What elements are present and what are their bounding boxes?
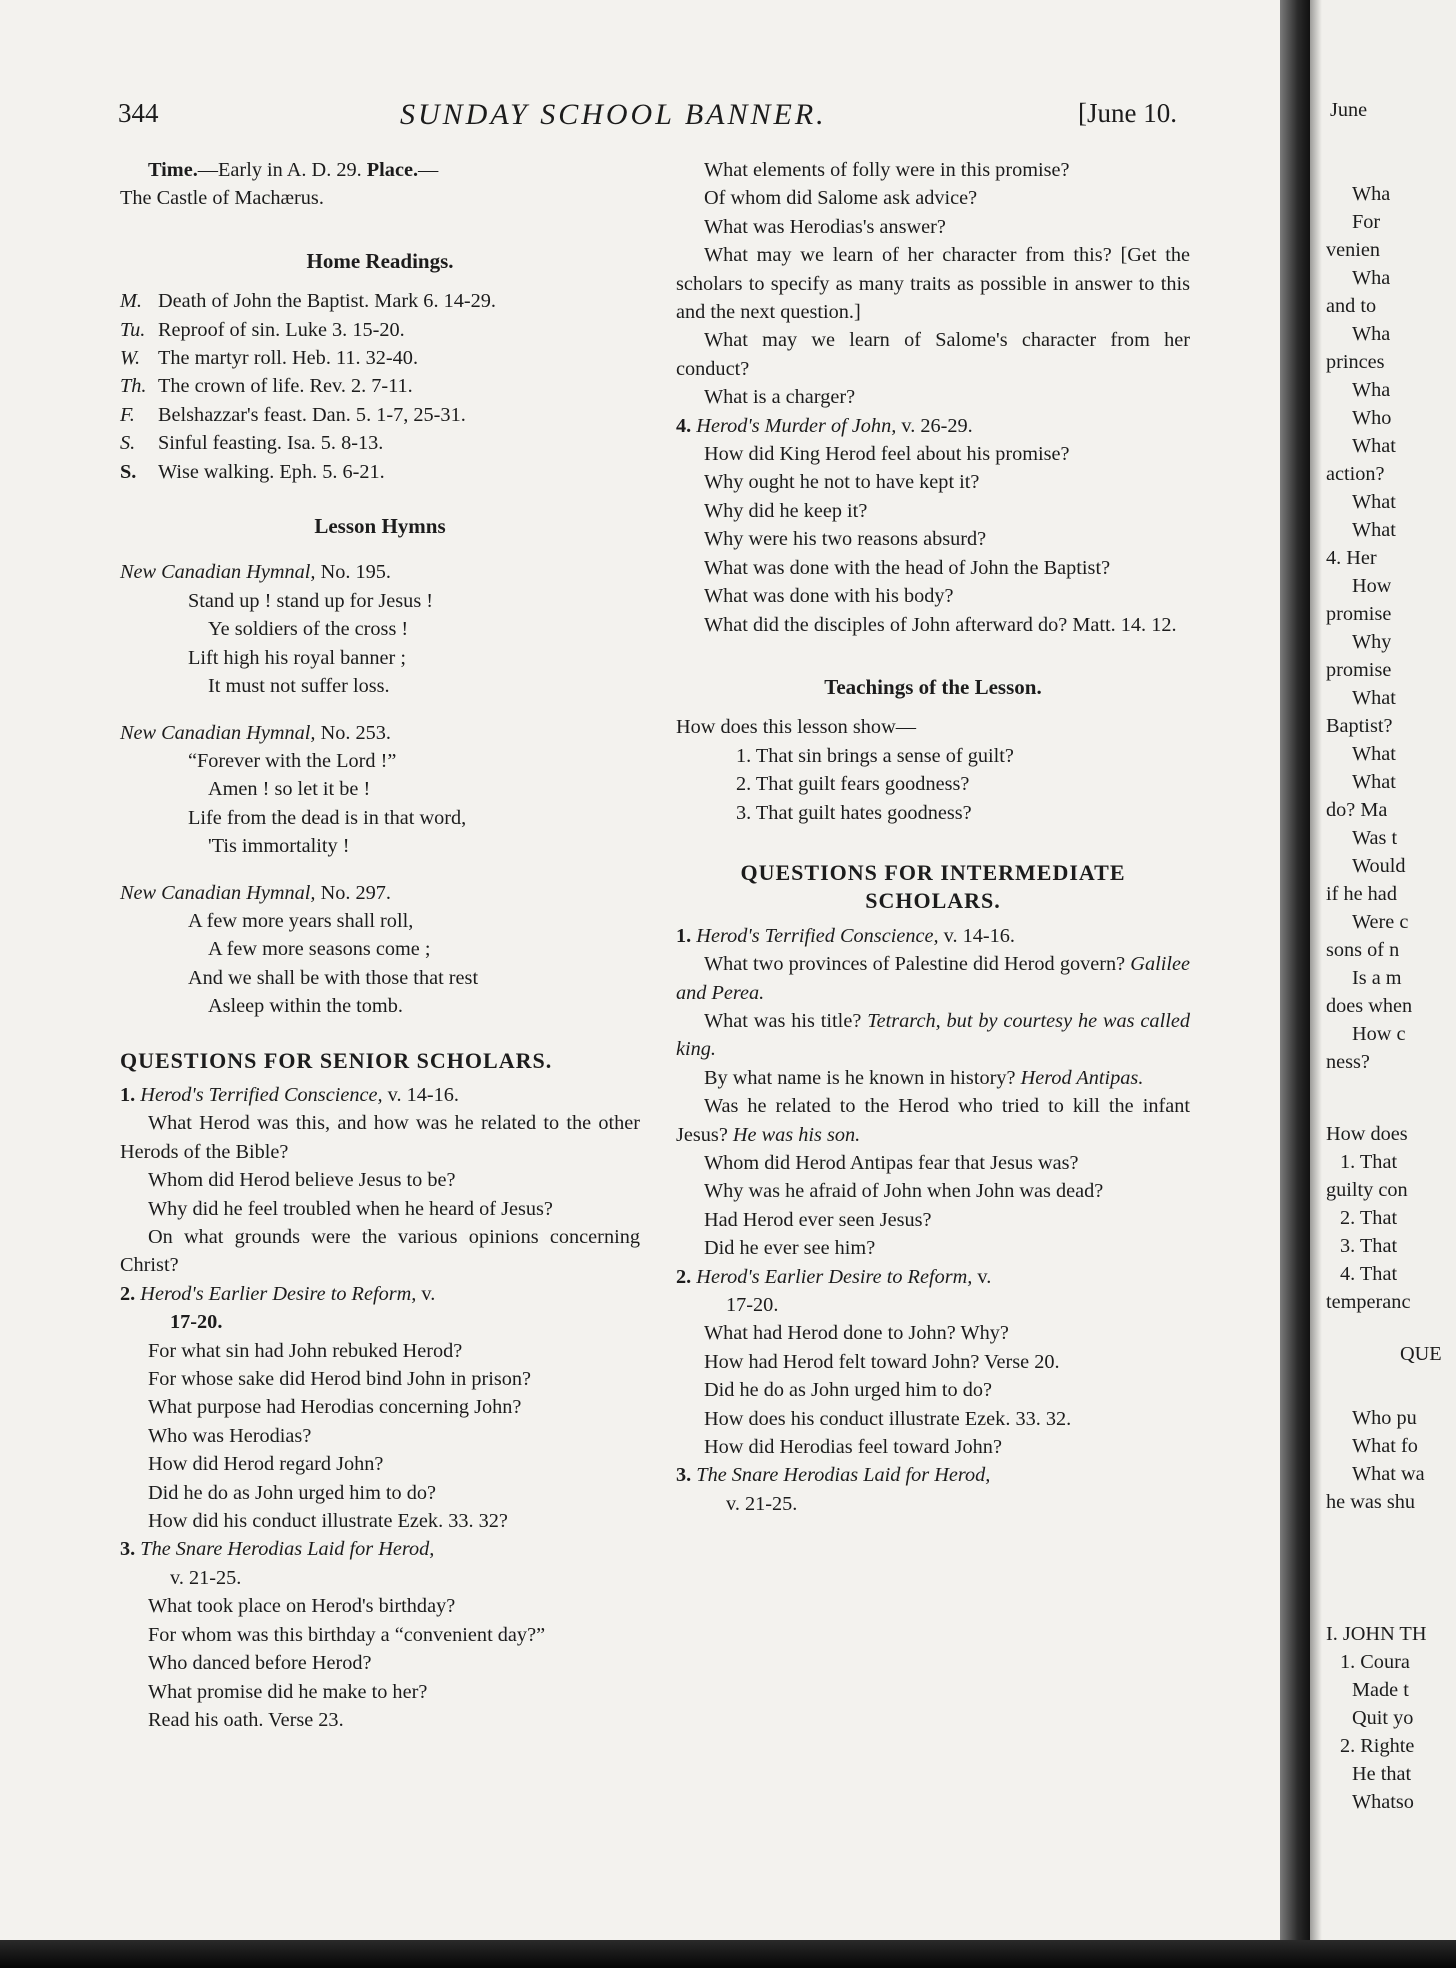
facing-page-fragment: Wha [1352,323,1391,345]
question: How did Herodias feel toward John? [704,1436,1002,1459]
hymn-line: Lift high his royal banner ; [188,646,406,669]
hymn-block [120,719,640,861]
question: What had Herod done to John? Why? [704,1322,1009,1345]
facing-page-fragment: Would [1352,855,1406,877]
intermediate-q-provinces: What two provinces of Palestine did Herod govern? Galilee and Perea. [676,953,1190,1004]
reading-row [120,316,640,344]
hymn-line: 'Tis immortality ! [208,835,350,858]
question: What was done with the head of John the Baptist? [704,556,1111,579]
hymn-line: Amen ! so let it be ! [208,778,371,801]
question: What purpose had Herodias concerning John? [148,1396,522,1419]
question: What may we learn of her character from this? [Get the scholars to specify as many traits as possible in answer to this and the next question.] [676,244,1190,324]
facing-page-fragment: 2. That [1340,1207,1398,1229]
facing-page-fragment: For [1352,211,1381,233]
question: Why did he feel troubled when he heard of Jesus? [148,1197,553,1220]
intermediate-section-2-heading: 2. Herod's Earlier Desire to Reform, v. [676,1265,992,1288]
home-readings-heading: Home Readings. [306,248,454,273]
senior-questions-heading: QUESTIONS FOR SENIOR SCHOLARS. [120,1047,553,1073]
hymn-line: A few more years shall roll, [188,909,414,932]
senior-section-2-heading: 2. Herod's Earlier Desire to Reform, v. [120,1282,436,1305]
question: Whom did Herod believe Jesus to be? [148,1169,456,1192]
question: What promise did he make to her? [148,1680,428,1703]
question: How did Herod regard John? [148,1453,384,1476]
facing-page-fragment: How c [1352,1023,1406,1045]
hymn-reference [120,719,640,747]
reading-row [120,429,640,457]
page-number: 344 [118,98,159,128]
teaching-item: 3. That guilt hates goodness? [736,801,972,824]
hymn-line: Ye soldiers of the cross ! [208,618,409,641]
reading-text: Wise walking. Eph. 5. 6-21. [158,460,385,483]
facing-page-fragment: and to [1326,295,1377,317]
facing-page-fragment: sons of n [1326,939,1400,961]
question: Read his oath. Verse 23. [148,1708,344,1731]
question: What took place on Herod's birthday? [148,1595,456,1618]
hymn-number: No. 253. [320,721,391,744]
senior-section-1-questions [120,1109,640,1279]
reading-text: Death of John the Baptist. Mark 6. 14-29. [158,290,496,313]
place-line: The Castle of Machærus. [120,187,324,210]
senior-section-3-heading: 3. The Snare Herodias Laid for Herod, [120,1538,435,1561]
teachings-intro: How does this lesson show— [676,716,916,739]
reading-row [120,372,640,400]
facing-page-fragment: What [1352,687,1396,709]
home-readings-list [120,287,640,486]
reading-text: The crown of life. Rev. 2. 7-11. [158,375,413,398]
facing-page-fragment: 4. That [1340,1263,1398,1285]
hymn-reference [120,879,640,907]
facing-page-fragment: temperanc [1326,1291,1411,1313]
hymn-reference [120,558,640,586]
facing-page-shadow [1310,0,1322,1968]
hymn-line: Stand up ! stand up for Jesus ! [188,589,434,612]
question: Did he do as John urged him to do? [704,1379,993,1402]
facing-page-fragment: Who [1352,407,1392,429]
facing-page-fragment: What [1352,771,1396,793]
question: What is a charger? [704,386,856,409]
hymn-block [120,558,640,700]
facing-page-fragment: Who pu [1352,1407,1417,1429]
intermediate-section-3-heading: 3. The Snare Herodias Laid for Herod, [676,1464,991,1487]
lesson-hymns-heading: Lesson Hymns [314,514,446,539]
facing-page-fragment: I. JOHN TH [1326,1623,1427,1645]
book-gutter [1280,0,1310,1968]
senior-section-2-questions [120,1337,640,1536]
reading-text: Belshazzar's feast. Dan. 5. 1-7, 25-31. [158,403,466,426]
question: How did King Herod feel about his promise? [704,443,1070,466]
facing-page-fragment: does when [1326,995,1413,1017]
teachings-heading: Teachings of the Lesson. [824,674,1042,699]
question: On what grounds were the various opinions concerning Christ? [120,1226,640,1277]
facing-page-fragment: action? [1326,463,1385,485]
question: Who was Herodias? [148,1424,312,1447]
reading-day: S. [120,432,136,455]
facing-page-fragment: What [1352,743,1396,765]
question: Why was he afraid of John when John was dead? [704,1180,1104,1203]
facing-page-fragment: Was t [1352,827,1398,849]
question: Did he ever see him? [704,1237,876,1260]
teaching-item: 1. That sin brings a sense of guilt? [736,744,1014,767]
senior-section-3-ref: v. 21-25. [170,1566,242,1589]
reading-text: Reproof of sin. Luke 3. 15-20. [158,318,405,341]
question: Whom did Herod Antipas fear that Jesus was? [704,1152,1079,1174]
facing-page-fragment: promise [1326,659,1392,681]
facing-page-fragment: Wha [1352,379,1391,401]
facing-page-fragment: Made t [1352,1679,1409,1701]
question: For whom was this birthday a “convenient day?” [148,1623,546,1646]
hymn-line: And we shall be with those that rest [188,966,479,989]
facing-page-fragment: Wha [1352,267,1391,289]
reading-text: Sinful feasting. Isa. 5. 8-13. [158,432,384,455]
time-place: Time.—Early in A. D. 29. Place.— [148,159,439,181]
reading-day: F. [120,403,135,426]
hymn-number: No. 297. [320,881,391,904]
hymnal-name: New Canadian Hymnal, [120,721,316,744]
teaching-item: 2. That guilt fears goodness? [736,773,970,796]
facing-page-fragment: Is a m [1352,967,1402,989]
facing-page-fragment: June [1330,99,1368,121]
hymnal-name: New Canadian Hymnal, [120,561,316,584]
question: How had Herod felt toward John? Verse 20. [704,1350,1060,1373]
question: For whose sake did Herod bind John in prison? [148,1368,532,1391]
question: What may we learn of Salome's character from her conduct? [676,329,1190,380]
facing-page-fragment: 1. Coura [1340,1651,1410,1673]
issue-date: [June 10. [1078,98,1177,128]
senior-section-3-questions [120,1592,640,1734]
question: What was Herodias's answer? [704,215,946,238]
intermediate-section-2-questions [676,1319,1190,1461]
question: Why ought he not to have kept it? [704,471,980,494]
page-header [0,98,1280,138]
teachings-list [676,742,1190,827]
facing-page-fragment: if he had [1326,883,1397,905]
hymnal-name: New Canadian Hymnal, [120,881,316,904]
facing-page-fragment: do? Ma [1326,799,1388,821]
senior-section-4-questions [676,440,1190,639]
facing-page-fragment: 4. Her [1326,547,1377,569]
facing-page-fragment: Baptist? [1326,715,1393,737]
facing-page-fragment: He that [1352,1763,1412,1785]
reading-day: Th. [120,375,147,398]
facing-page-fragment: What [1352,491,1396,513]
intermediate-section-3-ref: v. 21-25. [726,1492,798,1515]
hymn-line: Asleep within the tomb. [208,995,403,1018]
facing-page-fragment: How [1352,575,1392,597]
question: What elements of folly were in this promise? [704,159,1070,181]
hymn-block [120,879,640,1021]
facing-page-fragment: venien [1326,239,1381,261]
reading-row [120,458,640,486]
facing-page-fragment: 1. That [1340,1151,1398,1173]
question: Had Herod ever seen Jesus? [704,1208,932,1231]
facing-page-fragment: Were c [1352,911,1409,933]
facing-page-fragment: Why [1352,631,1392,653]
scan-bottom-edge [0,1940,1456,1968]
question: Of whom did Salome ask advice? [704,187,978,210]
facing-page-fragment: ness? [1326,1051,1370,1073]
facing-page-fragment: 2. Righte [1340,1735,1415,1757]
question: How did his conduct illustrate Ezek. 33. 32? [148,1510,508,1533]
intermediate-section-2-ref: 17-20. [726,1294,779,1317]
senior-section-4-heading: 4. Herod's Murder of John, v. 26-29. [676,414,973,437]
intermediate-q-title: What was his title? Tetrarch, but by courtesy he was called king. [676,1009,1190,1061]
facing-page-fragment: How does [1326,1123,1408,1145]
facing-page-fragment: Quit yo [1352,1707,1414,1729]
facing-page-fragment: What [1352,435,1396,457]
question: Who danced before Herod? [148,1652,372,1675]
facing-page-fragment: guilty con [1326,1179,1408,1201]
right-column [676,156,1190,1518]
reading-row [120,344,640,372]
question: How does his conduct illustrate Ezek. 33. 32. [704,1407,1072,1430]
reading-text: The martyr roll. Heb. 11. 32-40. [158,347,419,370]
facing-page-fragment: princes [1326,351,1385,373]
facing-page-fragment: What fo [1352,1435,1418,1457]
reading-day: Tu. [120,318,146,341]
intermediate-section-1-questions [676,1149,1190,1263]
left-column [120,156,640,1734]
hymns-list [120,558,640,1020]
question: Why were his two reasons absurd? [704,528,987,551]
intermediate-section-1-heading: 1. Herod's Terrified Conscience, v. 14-16. [676,924,1015,947]
facing-page-fragment: promise [1326,603,1392,625]
senior-section-2-ref: 17-20. [170,1311,223,1334]
hymn-line: Life from the dead is in that word, [188,806,467,829]
question: For what sin had John rebuked Herod? [148,1339,463,1362]
question: Did he do as John urged him to do? [148,1481,437,1504]
question: What Herod was this, and how was he related to the other Herods of the Bible? [120,1112,640,1163]
facing-page-fragment: QUE [1400,1343,1442,1365]
hymn-line: A few more seasons come ; [208,938,431,961]
facing-page-fragment: Whatso [1352,1791,1414,1813]
running-title: SUNDAY SCHOOL BANNER. [400,98,827,131]
reading-day: S. [120,460,137,483]
senior-section-1-heading: 1. Herod's Terrified Conscience, v. 14-16. [120,1083,459,1106]
reading-row [120,401,640,429]
intermediate-q-history-name: By what name is he known in history? Herod Antipas. [704,1066,1144,1089]
question: What was done with his body? [704,585,954,608]
question: Why did he keep it? [704,499,868,522]
intermediate-heading-line-1: QUESTIONS FOR INTERMEDIATE [740,859,1126,885]
senior-section-3-more-questions [676,156,1190,412]
facing-page-fragment: he was shu [1326,1491,1415,1513]
facing-page-fragment: What wa [1352,1463,1425,1485]
reading-day: M. [120,290,142,313]
hymn-number: No. 195. [320,561,391,584]
hymn-line: “Forever with the Lord !” [188,749,397,772]
intermediate-heading-line-2: SCHOLARS. [865,888,1001,914]
reading-day: W. [120,347,141,370]
facing-page-fragment: Wha [1352,183,1391,205]
facing-page-fragment: 3. That [1340,1235,1398,1257]
intermediate-q-related: Was he related to the Herod who tried to kill the infant Jesus? He was his son. [676,1095,1190,1146]
hymn-line: It must not suffer loss. [208,675,390,698]
facing-page-fragment: What [1352,519,1396,541]
question: What did the disciples of John afterward do? Matt. 14. 12. [704,613,1177,636]
reading-row [120,287,640,315]
